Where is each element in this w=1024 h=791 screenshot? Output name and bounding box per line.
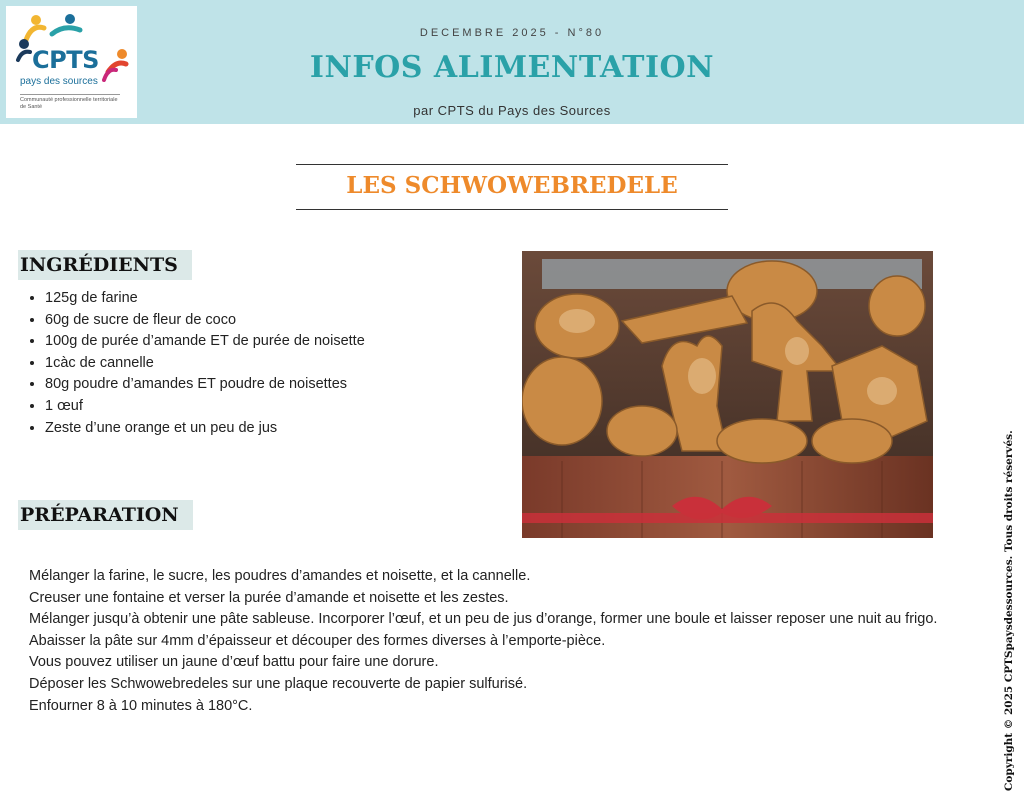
preparation-step: Abaisser la pâte sur 4mm d’épaisseur et découper des formes diverses à l’emporte-pièce. (29, 632, 606, 649)
recipe-title: LES SCHWOWEBREDELE (346, 172, 678, 199)
page-title: INFOS ALIMENTATION (309, 50, 715, 85)
byline: par CPTS du Pays des Sources (413, 103, 611, 118)
preparation-step: Mélanger jusqu’à obtenir une pâte sableuse. Incorporer l’œuf, et un peu de jus d’orange, former une boule et laisser reposer une nuit au frigo. (29, 611, 938, 628)
ingredient-item: • Zeste d’une orange et un peu de jus (45, 418, 395, 440)
ingredient-item: • 1càc de cannelle (45, 353, 395, 375)
ingredient-item: • 60g de sucre de fleur de coco (45, 310, 395, 332)
title-rule-top (296, 164, 728, 165)
ingredient-item: • 80g poudre d’amandes ET poudre de noisettes (45, 374, 395, 396)
preparation-step: Creuser une fontaine et verser la purée d’amande et noisette et les zestes. (29, 589, 509, 606)
logo-name: CPTS (32, 46, 99, 74)
preparation-heading: PRÉPARATION (18, 500, 193, 530)
logo-tagline: Communauté professionnelle territoriale de Santé (20, 94, 120, 111)
preparation-steps (29, 566, 945, 717)
ingredient-item: • 125g de farine (45, 288, 395, 310)
preparation-step: Déposer les Schwowebredeles sur une plaque recouverte de papier sulfurisé. (29, 675, 528, 692)
copyright-notice (1003, 430, 1015, 791)
preparation-step: Mélanger la farine, le sucre, les poudres d’amandes et noisette, et la cannelle. (29, 568, 531, 584)
logo-subtitle: pays des sources (20, 76, 98, 87)
copyright-text: Copyright © 2025 CPTSpaysdessources. Tous droits réservés. (1003, 430, 1015, 791)
ingredient-item: • 1 œuf (45, 396, 395, 418)
issue-label: DECEMBRE 2025 - N°80 (419, 27, 605, 39)
cookie-tin-photo (522, 251, 933, 538)
ingredients-list (26, 288, 395, 439)
title-rule-bottom (296, 209, 728, 210)
ingredients-heading: INGRÉDIENTS (18, 250, 192, 280)
preparation-step: Enfourner 8 à 10 minutes à 180°C. (29, 697, 253, 714)
preparation-step: Vous pouvez utiliser un jaune d’œuf battu pour faire une dorure. (29, 654, 439, 671)
header-banner (0, 0, 1024, 124)
ingredient-item: • 100g de purée d’amande ET de purée de noisette (45, 331, 395, 353)
